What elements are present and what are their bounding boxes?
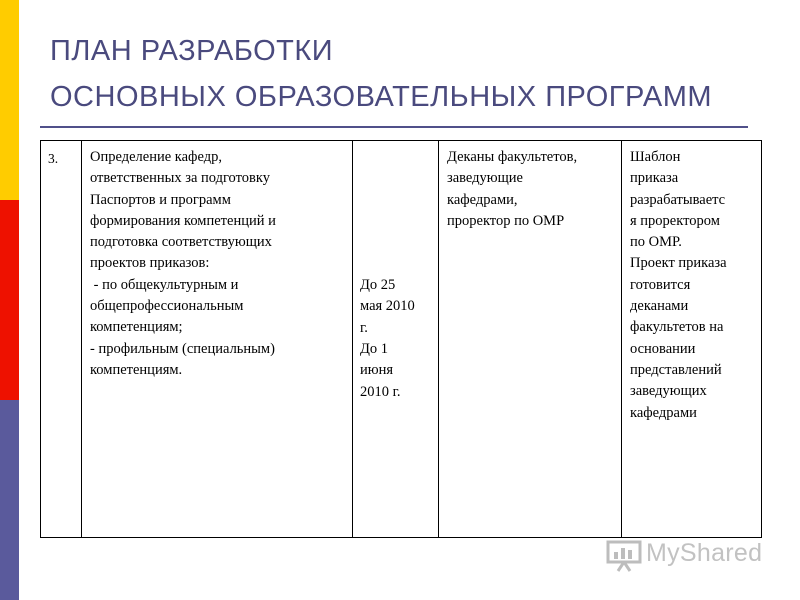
task-line: Паспортов и программ xyxy=(90,191,231,208)
task-line: проектов приказов: xyxy=(90,255,210,272)
plan-table xyxy=(40,140,762,538)
deadline-line: июня xyxy=(360,362,394,379)
slide-title-line-2: ОСНОВНЫХ ОБРАЗОВАТЕЛЬНЫХ ПРОГРАММ xyxy=(50,81,713,113)
notes-line: Шаблон xyxy=(630,149,681,165)
responsible-cell xyxy=(439,141,622,538)
task-line: подготовка соответствующих xyxy=(90,234,272,251)
task-line: Определение кафедр, xyxy=(90,149,222,165)
watermark-text: MyShared xyxy=(646,539,763,567)
deadline-line: г. xyxy=(360,319,368,336)
notes-line: Проект приказа xyxy=(630,255,727,272)
stripe-red xyxy=(0,200,19,400)
deadline-line: До 1 xyxy=(360,341,389,357)
responsible-line: проректор по ОМР xyxy=(447,212,565,229)
notes-line: разрабатываетс xyxy=(630,191,726,208)
deadline-line: До 25 xyxy=(360,277,396,294)
presentation-board-icon xyxy=(606,540,644,572)
notes-cell xyxy=(622,141,762,538)
responsible-line: заведующие xyxy=(447,170,523,187)
task-line: компетенциям; xyxy=(90,319,183,336)
task-line: - по общекультурным и xyxy=(90,276,239,293)
table-row xyxy=(41,141,762,538)
responsible-line: кафедрами, xyxy=(447,191,518,208)
notes-line: я проректором xyxy=(630,212,720,229)
task-line: ответственных за подготовку xyxy=(90,170,270,187)
notes-line: кафедрами xyxy=(630,404,697,421)
task-line: - профильным (специальным) xyxy=(90,340,275,357)
task-line: общепрофессиональным xyxy=(90,298,244,315)
deadline-line: мая 2010 xyxy=(360,298,415,315)
deadline-cell xyxy=(353,141,439,538)
myshared-watermark xyxy=(606,538,766,574)
notes-line: готовится xyxy=(630,276,691,293)
row-number-cell xyxy=(41,141,82,538)
responsible-line: Деканы факультетов, xyxy=(447,149,578,165)
stripe-blue xyxy=(0,400,19,600)
notes-line: заведующих xyxy=(630,383,707,400)
notes-line: факультетов на xyxy=(630,319,724,336)
row-number: 3. xyxy=(48,151,59,166)
task-line: формирования компетенций и xyxy=(90,212,276,229)
slide-title xyxy=(50,28,770,120)
title-underline xyxy=(40,126,748,128)
notes-line: представлений xyxy=(630,361,722,378)
notes-line: по ОМР. xyxy=(630,234,682,251)
notes-line: основании xyxy=(630,340,696,357)
stripe-yellow xyxy=(0,0,19,200)
slide-title-line-1: ПЛАН РАЗРАБОТКИ xyxy=(50,35,334,67)
task-line: компетенциям. xyxy=(90,361,183,378)
task-cell xyxy=(82,141,353,538)
deadline-line: 2010 г. xyxy=(360,383,401,400)
notes-line: приказа xyxy=(630,170,679,187)
notes-line: деканами xyxy=(630,298,689,315)
